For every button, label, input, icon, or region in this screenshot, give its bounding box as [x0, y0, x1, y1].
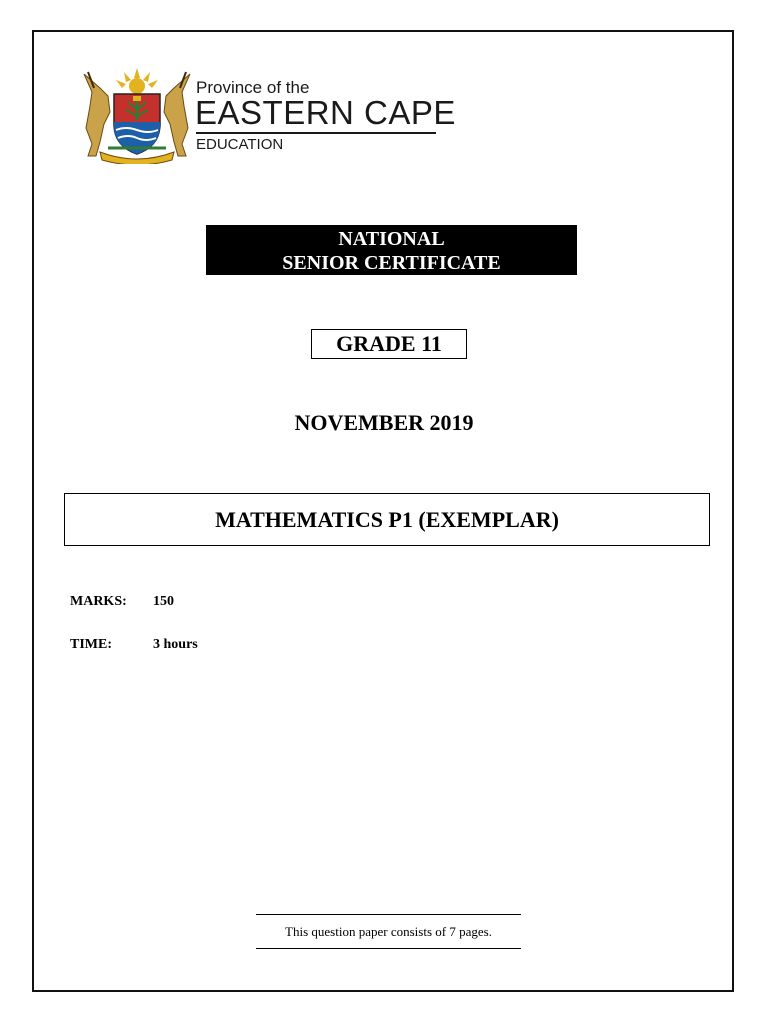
logo-education-text: EDUCATION	[196, 136, 284, 153]
marks-value: 150	[153, 594, 174, 609]
department-logo	[78, 66, 456, 166]
logo-divider	[196, 132, 436, 134]
grade-label: GRADE 11	[311, 329, 467, 359]
marks-label: MARKS:	[70, 594, 127, 609]
time-value: 3 hours	[153, 637, 198, 652]
time-label: TIME:	[70, 637, 112, 652]
logo-province-text: Province of the	[196, 78, 310, 97]
subject-title: MATHEMATICS P1 (EXEMPLAR)	[64, 493, 710, 546]
banner-line-national: NATIONAL	[338, 228, 445, 250]
page-count-note: This question paper consists of 7 pages.	[256, 914, 521, 949]
banner-line-senior-certificate: SENIOR CERTIFICATE	[282, 252, 501, 274]
nsc-banner	[206, 225, 577, 275]
coat-of-arms-icon	[78, 66, 196, 164]
exam-date: NOVEMBER 2019	[294, 410, 474, 435]
logo-eastern-cape-text: EASTERN CAPE	[195, 94, 456, 131]
